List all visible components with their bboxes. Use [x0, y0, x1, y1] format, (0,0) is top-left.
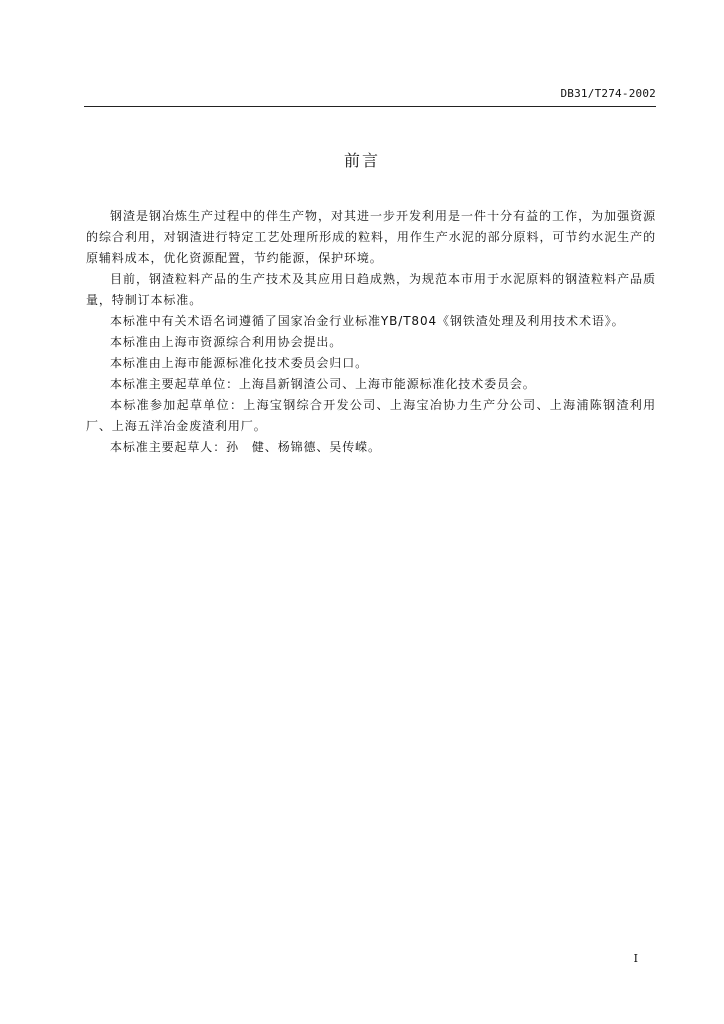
document-code: DB31/T274-2002: [560, 87, 656, 100]
paragraph: 本标准主要起草单位：上海昌新钢渣公司、上海市能源标准化技术委员会。: [110, 377, 536, 391]
paragraph: 本标准由上海市资源综合利用协会提出。: [110, 335, 343, 349]
header-rule: [84, 106, 656, 107]
paragraph: 本标准主要起草人：孙 健、杨锦德、吴传嵘。: [110, 440, 381, 454]
paragraph: 本标准由上海市能源标准化技术委员会归口。: [110, 356, 369, 370]
paragraph: 本标准参加起草单位：上海宝钢综合开发公司、上海宝冶协力生产分公司、上海浦陈钢渣利用厂、上海五洋冶金废渣利用厂。: [86, 398, 656, 433]
page-title: 前言: [343, 151, 380, 170]
foreword-body: [86, 206, 656, 458]
paragraph: 目前，钢渣粒料产品的生产技术及其应用日趋成熟，为规范本市用于水泥原料的钢渣粒料产品质量，特制订本标准。: [86, 272, 656, 307]
page-number: I: [633, 952, 638, 965]
paragraph: 钢渣是钢冶炼生产过程中的伴生产物，对其进一步开发利用是一件十分有益的工作，为加强资源的综合利用，对钢渣进行特定工艺处理所形成的粒料，用作生产水泥的部分原料，可节约水泥生产的原辅料成本，优化资源配置，节约能源，保护环境。: [86, 209, 656, 265]
paragraph: 本标准中有关术语名词遵循了国家冶金行业标准YB/T804《钢铁渣处理及利用技术术语》。: [110, 314, 625, 328]
